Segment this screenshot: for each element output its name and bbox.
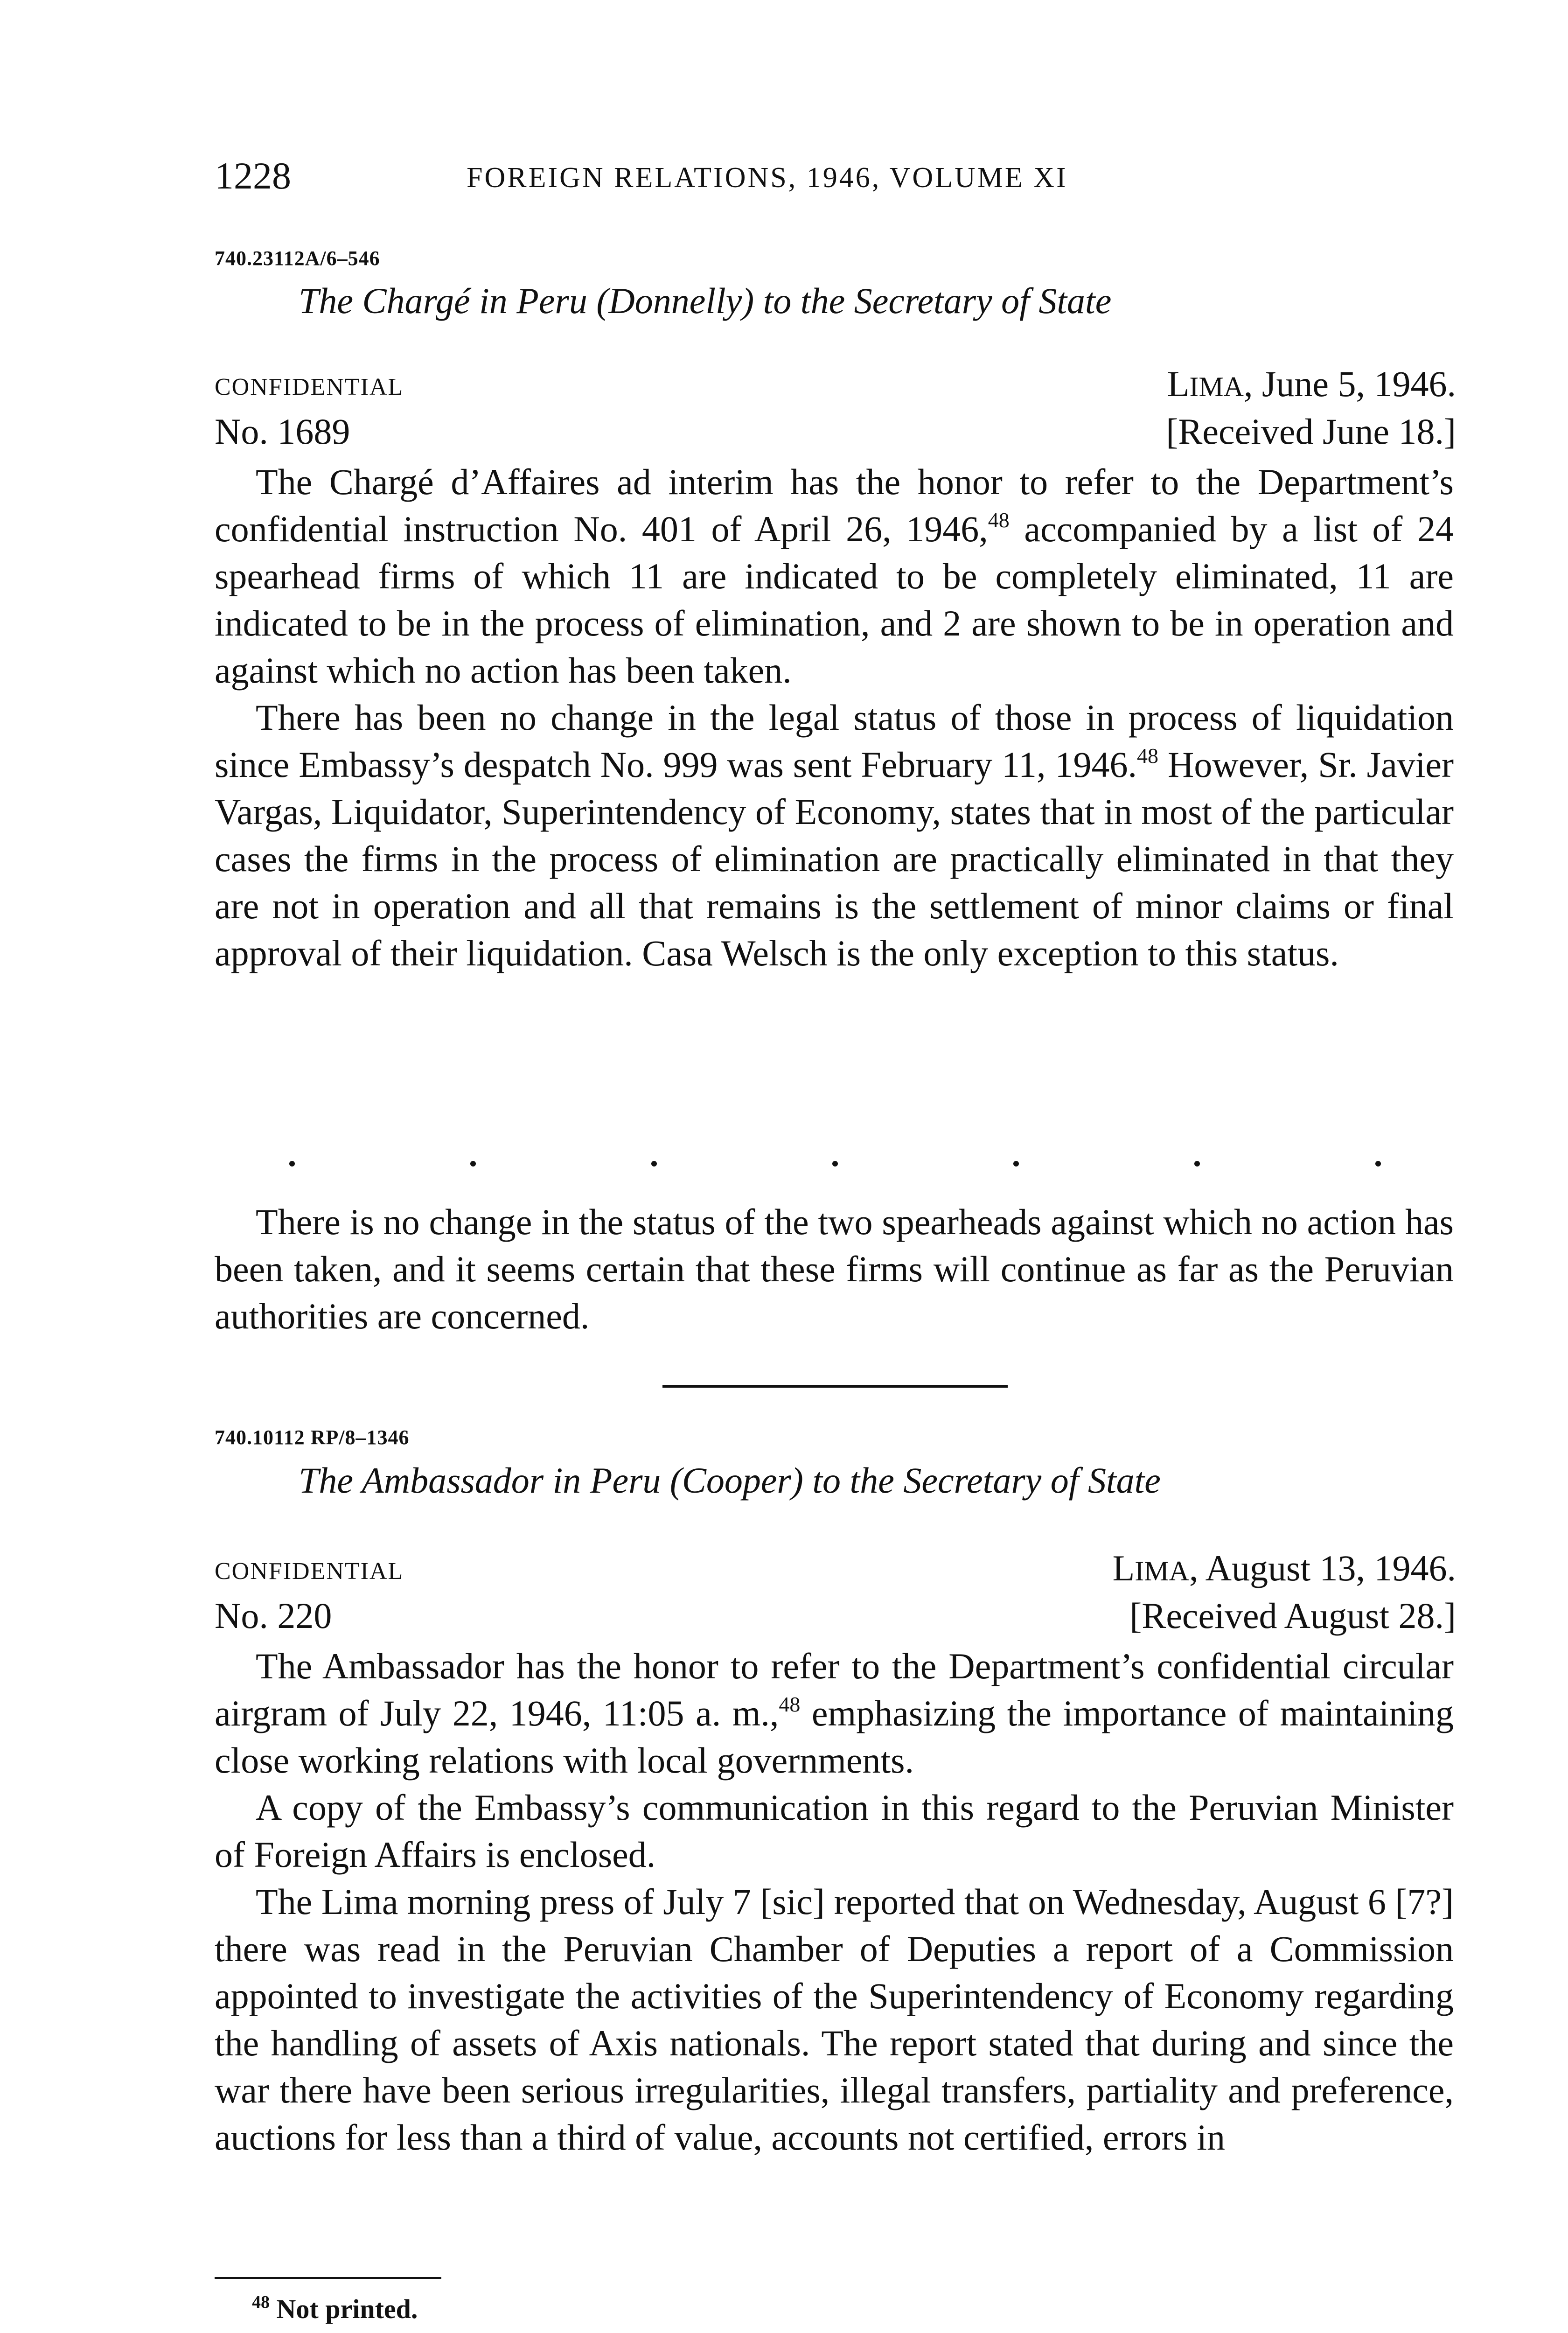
- date: , June 5, 1946.: [1244, 363, 1456, 404]
- document-number: No. 1689: [215, 411, 350, 452]
- document-title: The Chargé in Peru (Donnelly) to the Secretary of State: [299, 280, 1112, 321]
- footnote-reference: 48: [988, 508, 1010, 532]
- section-divider: [662, 1385, 1008, 1388]
- received-date: [Received June 18.]: [1166, 411, 1456, 452]
- paragraph-text: There has been no change in the legal status of those in process of liquidation since Embassy’s despatch No. 999 was sent February 11, 1946.: [215, 697, 1454, 785]
- document-number: No. 220: [215, 1595, 332, 1636]
- paragraph: A copy of the Embassy’s communication in this regard to the Peruvian Minister of Foreign Affairs is enclosed.: [215, 1787, 1454, 1875]
- paragraph-text: accompanied by a list of 24 spearhead firms of which 11 are indicated to be completely eliminated, 11 are indicated to be in the process of elimination, and 2 are shown to be in operation and against which no action has been taken.: [215, 509, 1454, 691]
- document-title: The Ambassador in Peru (Cooper) to the Secretary of State: [299, 1460, 1161, 1501]
- date: , August 13, 1946.: [1189, 1548, 1456, 1588]
- page-number: 1228: [215, 154, 291, 197]
- paragraph: [215, 458, 1454, 694]
- place-rest: IMA: [1135, 1556, 1189, 1586]
- file-number: 740.10112 RP/8–1346: [215, 1426, 410, 1449]
- ellipsis-dot: [1194, 1161, 1200, 1166]
- ellipsis-dot: [1375, 1161, 1381, 1166]
- dateline: [1113, 1547, 1456, 1589]
- document-body: [215, 458, 1454, 977]
- footnote: [252, 2292, 418, 2325]
- paragraph: The Lima morning press of July 7 [sic] reported that on Wednesday, August 6 [7?] there was read in the Peruvian Chamber of Deputies a report of a Commission appointed to investigate the activities of the Superintendency of Economy regarding the handling of assets of Axis nationals. The report stated that during and since the war there have been serious irregularities, illegal transfers, partiality and preference, auctions for less than a third of value, accounts not certified, errors in: [215, 1881, 1454, 2158]
- document-body: [215, 1642, 1454, 2161]
- document-body: [215, 1198, 1454, 1340]
- paragraph-text: emphasizing the importance of maintaining close working relations with local governments.: [215, 1693, 1454, 1781]
- running-head: FOREIGN RELATIONS, 1946, VOLUME XI: [467, 162, 1068, 194]
- footnote-reference: 48: [779, 1692, 801, 1716]
- footnote-text: Not printed.: [270, 2294, 418, 2324]
- footnote-mark: 48: [252, 2292, 270, 2312]
- classification-label: CONFIDENTIAL: [215, 1558, 404, 1585]
- dateline: [1167, 363, 1456, 405]
- ellipsis-dot: [832, 1161, 838, 1166]
- footnote-rule: [215, 2277, 441, 2279]
- received-date: [Received August 28.]: [1129, 1595, 1456, 1636]
- paragraph-text: The Chargé d’Affaires ad interim has the honor to refer to the Department’s confidential instruction No. 401 of April 26, 1946,: [215, 461, 1454, 549]
- place-rest: IMA: [1189, 371, 1244, 402]
- omission-ellipsis: [289, 1161, 1381, 1166]
- paragraph: There is no change in the status of the two spearheads against which no action has been taken, and it seems certain that these firms will continue as far as the Peruvian authorities are concerned.: [215, 1201, 1454, 1336]
- ellipsis-dot: [1013, 1161, 1019, 1166]
- ellipsis-dot: [470, 1161, 476, 1166]
- paragraph: [215, 694, 1454, 977]
- paragraph-text: The Ambassador has the honor to refer to the Department’s confidential circular airgram of July 22, 1946, 11:05 a. m.,: [215, 1646, 1454, 1733]
- paragraph: [215, 1642, 1454, 1784]
- classification-label: CONFIDENTIAL: [215, 374, 404, 400]
- place-initial: L: [1167, 363, 1190, 404]
- ellipsis-dot: [651, 1161, 657, 1166]
- paragraph-text: However, Sr. Javier Vargas, Liquidator, Superintendency of Economy, states that in most of the particular cases the firms in the process of elimination are practically eliminated in that they are not in operation and all that remains is the settlement of minor claims or final approval of their liquidation. Casa Welsch is the only exception to this status.: [215, 744, 1454, 973]
- place-initial: L: [1112, 1548, 1135, 1588]
- footnote-reference: 48: [1137, 744, 1159, 768]
- file-number: 740.23112A/6–546: [215, 247, 380, 270]
- ellipsis-dot: [289, 1161, 295, 1166]
